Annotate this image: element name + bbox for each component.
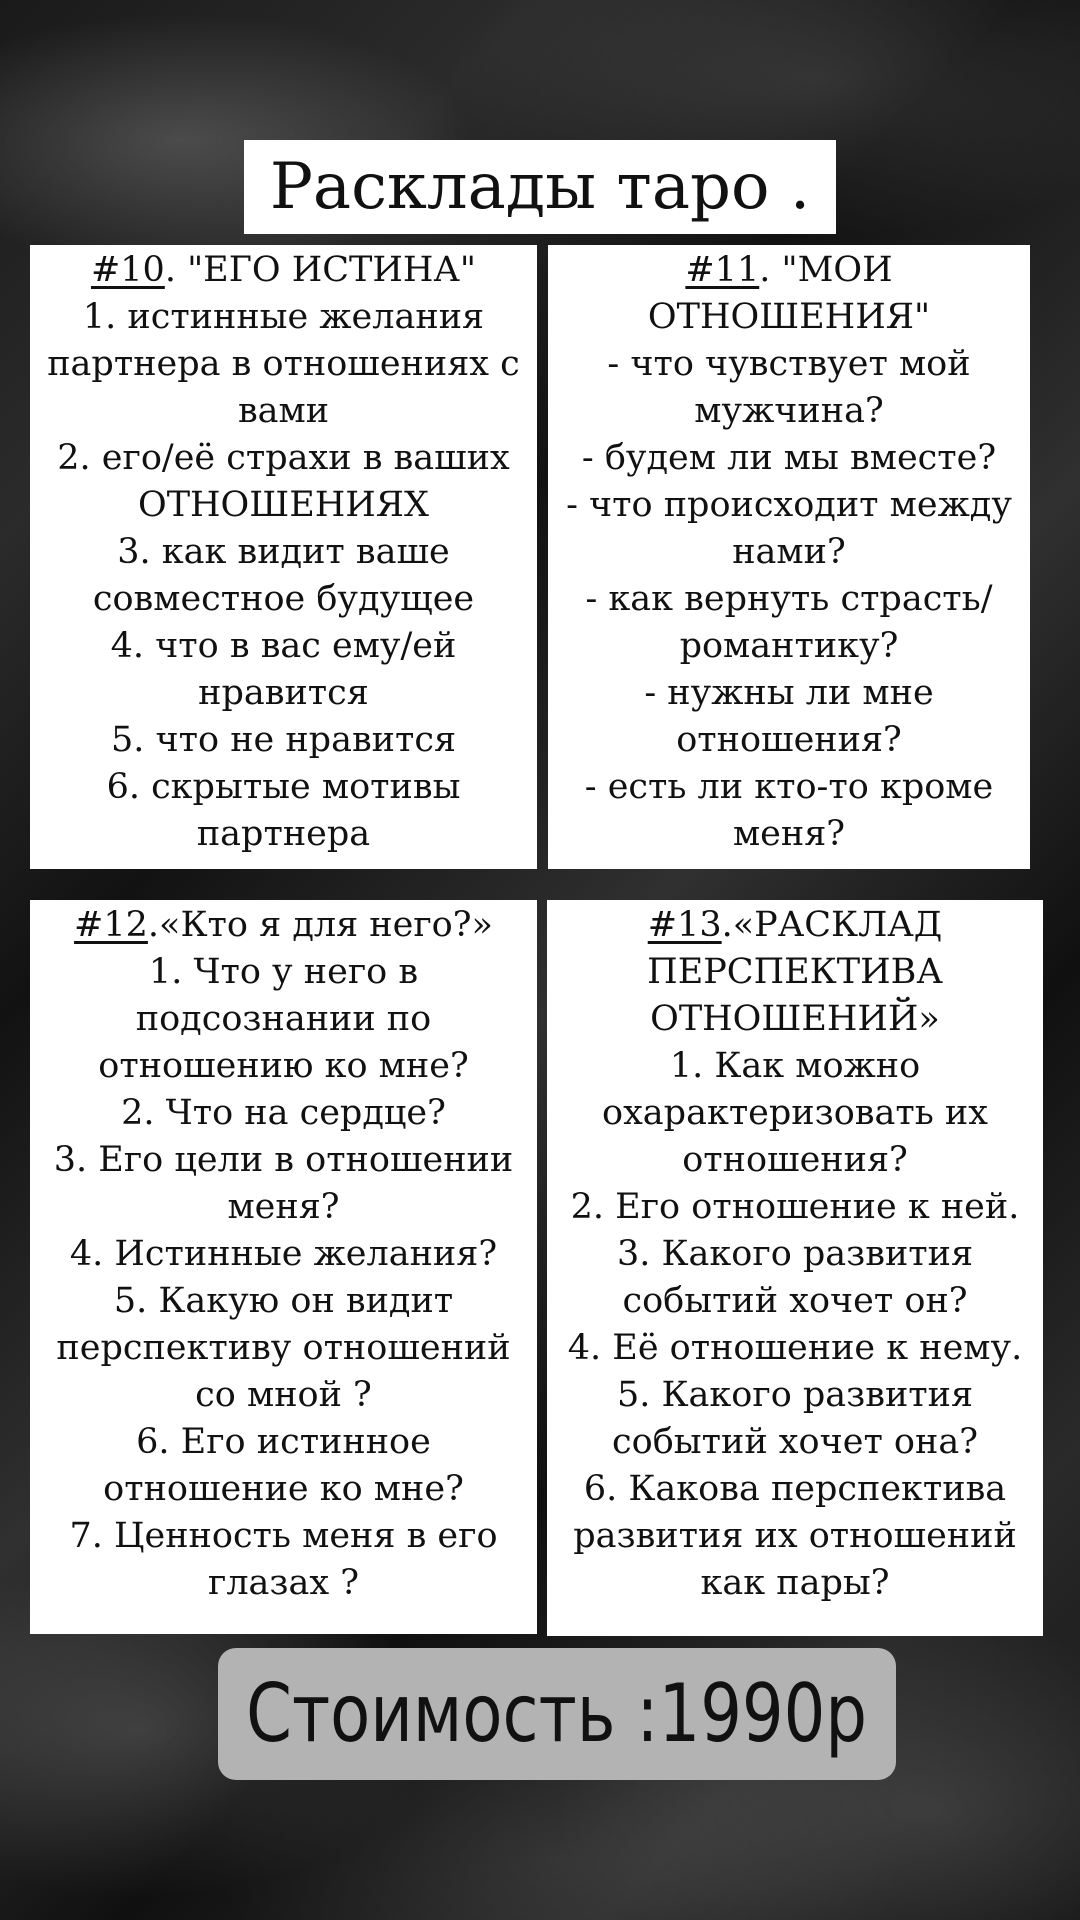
card-line: совместное будущее: [92, 579, 475, 619]
card-line: 7. Ценность меня в его: [69, 1516, 498, 1556]
card-line: отношение ко мне?: [103, 1469, 464, 1509]
spread-card-12: [30, 900, 537, 1634]
card-line: 2. его/её страхи в ваших: [57, 438, 510, 478]
card-line: - нужны ли мне: [644, 673, 934, 713]
card-heading: [30, 247, 537, 294]
card-line: 1. Как можно: [669, 1046, 921, 1086]
card-line: меня?: [732, 814, 846, 854]
card-heading: [548, 247, 1030, 294]
card-line: охарактеризовать их: [602, 1093, 988, 1133]
card-line: 5. Какую он видит: [113, 1281, 454, 1321]
card-line: 5. что не нравится: [110, 720, 457, 760]
card-number: #13: [647, 905, 722, 945]
card-number: #10: [90, 250, 165, 290]
card-heading: [547, 902, 1043, 949]
card-line: - что чувствует мой: [607, 344, 971, 384]
card-line: - есть ли кто-то кроме: [584, 767, 994, 807]
card-line: - как вернуть страсть/: [585, 579, 993, 619]
card-title: .«Кто я для него?»: [147, 905, 493, 945]
card-line: 6. Какова перспектива: [583, 1469, 1007, 1509]
spread-card-11: [548, 245, 1030, 869]
price-box: [218, 1648, 896, 1780]
title-box: [244, 140, 836, 234]
card-line: ОТНОШЕНИЯХ: [138, 485, 429, 525]
card-title: .«РАСКЛАД: [721, 905, 943, 945]
card-line: отношению ко мне?: [98, 1046, 469, 1086]
card-line: партнера: [196, 814, 371, 854]
card-line: романтику?: [679, 626, 899, 666]
card-line: отношения?: [676, 720, 902, 760]
card-line: как пары?: [700, 1563, 890, 1603]
card-line: 5. Какого развития: [616, 1375, 974, 1415]
card-line: 6. скрытые мотивы: [106, 767, 461, 807]
card-line: - будем ли мы вместе?: [581, 438, 997, 478]
card-line: ПЕРСПЕКТИВА: [647, 952, 943, 992]
card-line: развития их отношений: [573, 1516, 1017, 1556]
spread-card-13: [547, 900, 1043, 1636]
card-number: #11: [685, 250, 760, 290]
card-line: 3. Какого развития: [616, 1234, 974, 1274]
card-line: 4. Её отношение к нему.: [567, 1328, 1023, 1368]
card-line: - что происходит между: [566, 485, 1012, 525]
page-title: Расклады таро .: [269, 150, 811, 224]
card-line: партнера в отношениях с: [47, 344, 520, 384]
card-line: нами?: [732, 532, 846, 572]
card-line: перспективу отношений: [56, 1328, 511, 1368]
card-title: . "ЕГО ИСТИНА": [164, 250, 477, 290]
card-line: со мной ?: [195, 1375, 372, 1415]
card-heading: [30, 902, 537, 949]
spread-card-10: [30, 245, 537, 869]
card-line: ОТНОШЕНИЙ»: [650, 999, 940, 1039]
card-line: 1. истинные желания: [82, 297, 485, 337]
price-label: Стоимость :1990р: [246, 1667, 868, 1760]
card-line: нравится: [198, 673, 369, 713]
card-title: . "МОИ: [759, 250, 893, 290]
card-number: #12: [74, 905, 148, 945]
card-line: вами: [237, 391, 330, 431]
card-line: 3. Его цели в отношении: [53, 1140, 514, 1180]
card-line: ОТНОШЕНИЯ": [647, 297, 931, 337]
card-line: 3. как видит ваше: [117, 532, 450, 572]
card-line: подсознании по: [135, 999, 432, 1039]
card-line: событий хочет она?: [612, 1422, 978, 1462]
card-line: 2. Что на сердце?: [121, 1093, 446, 1133]
card-line: 2. Его отношение к ней.: [570, 1187, 1020, 1227]
card-line: 4. Истинные желания?: [69, 1234, 498, 1274]
card-line: мужчина?: [694, 391, 884, 431]
card-line: 1. Что у него в: [148, 952, 419, 992]
card-line: меня?: [227, 1187, 340, 1227]
card-line: глазах ?: [207, 1563, 360, 1603]
card-line: событий хочет он?: [622, 1281, 968, 1321]
card-line: 4. что в вас ему/ей: [110, 626, 457, 666]
card-line: отношения?: [682, 1140, 908, 1180]
card-line: 6. Его истинное: [136, 1422, 431, 1462]
